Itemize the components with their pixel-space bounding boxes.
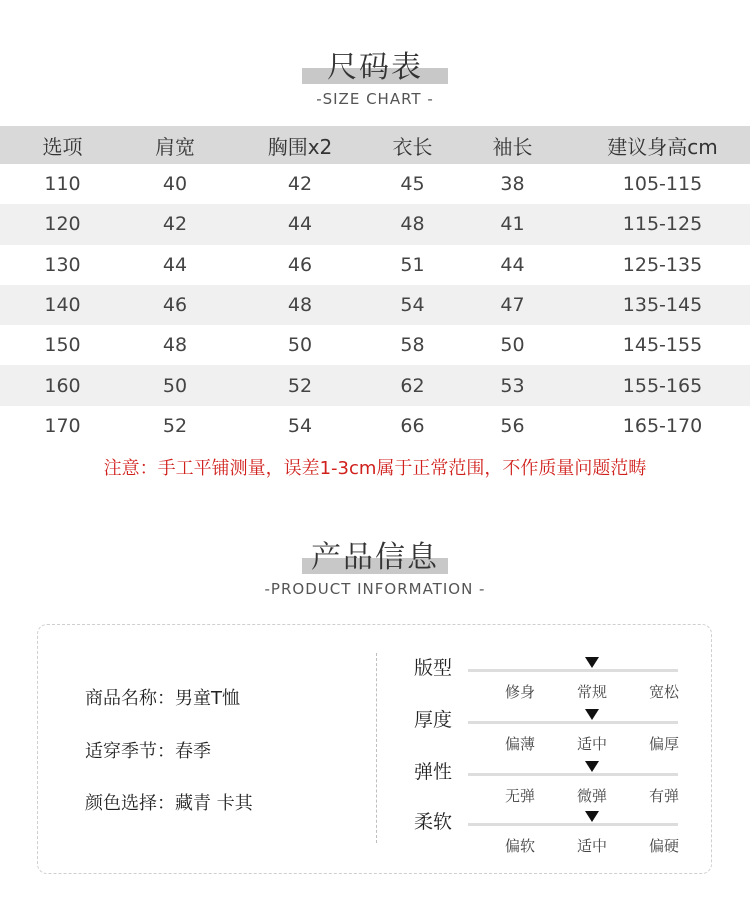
table-cell: 120 bbox=[0, 204, 125, 244]
table-cell: 62 bbox=[375, 365, 450, 405]
attribute-scale bbox=[414, 807, 684, 857]
table-cell: 42 bbox=[287, 173, 313, 196]
table-cell: 38 bbox=[500, 173, 525, 196]
table-cell: 170 bbox=[44, 414, 81, 437]
attribute-option: 常规 bbox=[576, 683, 607, 701]
table-cell: 150 bbox=[44, 334, 81, 357]
product-colors: 颜色选择：藏青 卡其 bbox=[85, 793, 253, 814]
table-cell: 130 bbox=[44, 253, 81, 276]
table-cell: 40 bbox=[162, 173, 188, 196]
table-cell: 105-115 bbox=[622, 173, 703, 196]
attribute-option: 有弹 bbox=[648, 787, 679, 805]
product-info-title: 产品信息 bbox=[311, 540, 439, 575]
table-cell: 53 bbox=[450, 365, 575, 405]
divider bbox=[376, 653, 377, 843]
table-cell: 46 bbox=[287, 253, 313, 276]
scale-line bbox=[468, 823, 678, 826]
attribute-option: 微弹 bbox=[576, 787, 607, 805]
scale-line bbox=[468, 669, 678, 672]
attribute-option: 无弹 bbox=[504, 787, 535, 805]
table-cell: 44 bbox=[225, 204, 375, 244]
table-cell: 50 bbox=[500, 334, 525, 357]
attribute-option: 偏薄 bbox=[504, 735, 535, 753]
attribute-label: 弹性 bbox=[414, 761, 453, 783]
size-table-row bbox=[0, 406, 750, 446]
size-chart-title-wrap bbox=[327, 42, 423, 86]
attribute-label: 版型 bbox=[414, 657, 453, 679]
size-table-row bbox=[0, 245, 750, 285]
attribute-scale bbox=[414, 757, 684, 807]
header-cell: 袖长 bbox=[450, 126, 575, 164]
triangle-down-icon bbox=[585, 657, 599, 668]
attribute-option: 适中 bbox=[576, 735, 607, 753]
table-cell: 41 bbox=[450, 204, 575, 244]
table-cell: 66 bbox=[400, 414, 425, 437]
table-cell: 160 bbox=[0, 365, 125, 405]
header-cell: 选项 bbox=[0, 126, 125, 164]
attribute-scale bbox=[414, 653, 684, 703]
triangle-down-icon bbox=[585, 761, 599, 772]
attribute-option: 修身 bbox=[504, 683, 535, 701]
table-cell: 48 bbox=[225, 285, 375, 325]
table-cell: 46 bbox=[125, 285, 225, 325]
attribute-option: 偏硬 bbox=[648, 837, 679, 855]
product-info-heading bbox=[0, 532, 750, 598]
size-table bbox=[0, 126, 750, 446]
header-cell: 建议身高cm bbox=[575, 126, 750, 164]
table-cell: 48 bbox=[162, 334, 188, 357]
attribute-option: 偏厚 bbox=[648, 735, 679, 753]
size-chart-title: 尺码表 bbox=[327, 50, 423, 85]
size-table-row bbox=[0, 285, 750, 325]
attribute-option: 适中 bbox=[576, 837, 607, 855]
table-cell: 44 bbox=[162, 253, 188, 276]
table-cell: 50 bbox=[125, 365, 225, 405]
product-info-title-wrap bbox=[311, 532, 439, 576]
table-cell: 110 bbox=[44, 173, 81, 196]
size-table-row bbox=[0, 164, 750, 204]
table-cell: 50 bbox=[287, 334, 313, 357]
table-cell: 145-155 bbox=[622, 334, 703, 357]
table-cell: 44 bbox=[500, 253, 525, 276]
table-cell: 54 bbox=[375, 285, 450, 325]
scale-line bbox=[468, 721, 678, 724]
table-cell: 42 bbox=[125, 204, 225, 244]
attribute-scale bbox=[414, 705, 684, 755]
attribute-label: 柔软 bbox=[414, 811, 453, 833]
size-chart-subtitle: -SIZE CHART - bbox=[316, 90, 434, 108]
table-cell: 56 bbox=[500, 414, 525, 437]
table-cell: 165-170 bbox=[622, 414, 703, 437]
table-cell: 54 bbox=[287, 414, 313, 437]
attribute-option: 偏软 bbox=[504, 837, 535, 855]
attribute-label: 厚度 bbox=[414, 709, 453, 731]
table-cell: 115-125 bbox=[575, 204, 750, 244]
header-cell: 衣长 bbox=[375, 126, 450, 164]
size-table-row bbox=[0, 204, 750, 244]
table-cell: 51 bbox=[400, 253, 425, 276]
measurement-note: 注意：手工平铺测量，误差1-3cm属于正常范围，不作质量问题范畴 bbox=[103, 458, 647, 479]
table-cell: 52 bbox=[162, 414, 188, 437]
product-info-subtitle: -PRODUCT INFORMATION - bbox=[264, 580, 486, 598]
product-season: 适穿季节：春季 bbox=[85, 741, 211, 762]
scale-line bbox=[468, 773, 678, 776]
table-cell: 58 bbox=[400, 334, 425, 357]
table-cell: 140 bbox=[0, 285, 125, 325]
table-cell: 48 bbox=[375, 204, 450, 244]
table-cell: 47 bbox=[450, 285, 575, 325]
table-cell: 52 bbox=[225, 365, 375, 405]
header-cell: 肩宽 bbox=[125, 126, 225, 164]
triangle-down-icon bbox=[585, 709, 599, 720]
table-cell: 155-165 bbox=[575, 365, 750, 405]
size-chart-heading bbox=[0, 42, 750, 108]
attribute-option: 宽松 bbox=[648, 683, 679, 701]
table-cell: 125-135 bbox=[622, 253, 703, 276]
header-cell: 胸围x2 bbox=[225, 126, 375, 164]
product-info-box bbox=[37, 624, 712, 874]
triangle-down-icon bbox=[585, 811, 599, 822]
table-cell: 135-145 bbox=[575, 285, 750, 325]
table-cell: 45 bbox=[400, 173, 425, 196]
size-table-row bbox=[0, 365, 750, 405]
product-name: 商品名称：男童T恤 bbox=[85, 688, 240, 709]
size-table-row bbox=[0, 325, 750, 365]
size-table-header-row bbox=[0, 126, 750, 164]
